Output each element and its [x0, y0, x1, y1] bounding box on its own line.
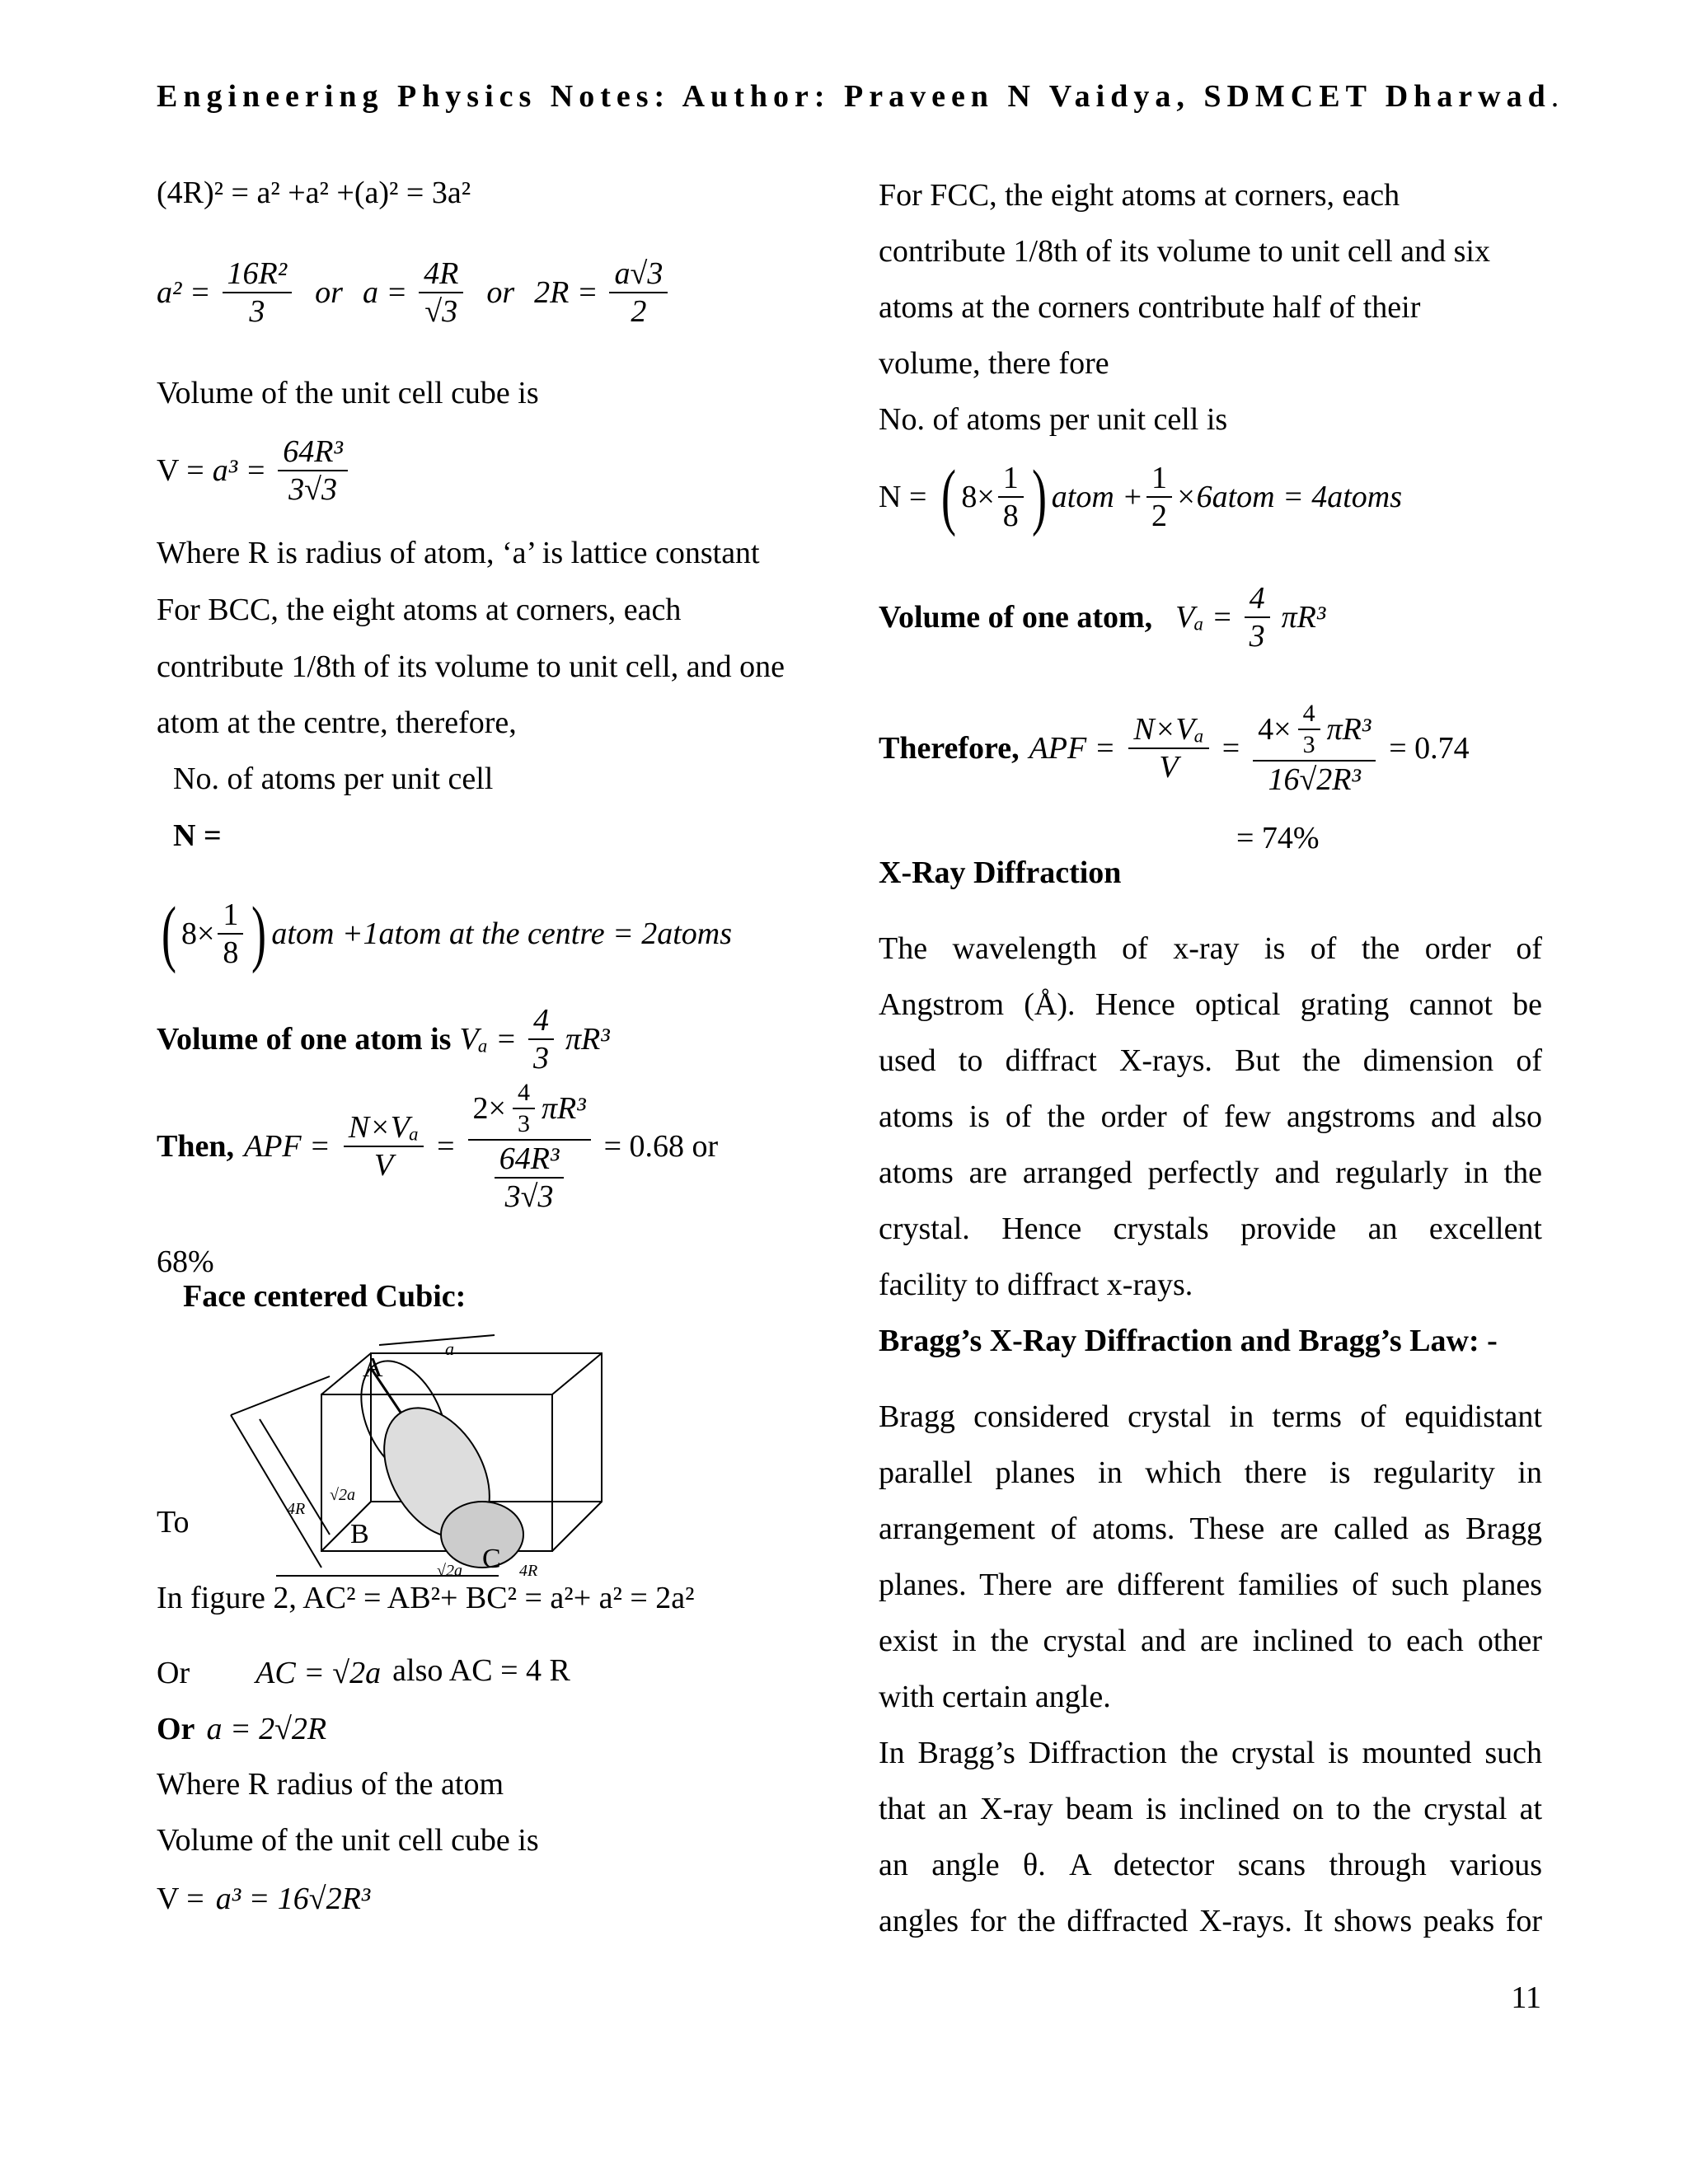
bcc-text-3: atom at the centre, therefore,: [157, 705, 517, 740]
fcc-text-1: For FCC, the eight atoms at corners, each: [879, 178, 1400, 213]
xray-line: atoms is of the order of few angstroms and also: [879, 1099, 1542, 1134]
in-figure-text: In figure 2, AC² = AB²+ BC² = a²+ a² = 2a²: [157, 1581, 695, 1615]
fcc-title: Face centered Cubic:: [183, 1279, 467, 1314]
xray-title: X-Ray Diffraction: [879, 855, 1122, 890]
bragg-title: Bragg’s X-Ray Diffraction and Bragg’s Law: -: [879, 1324, 1498, 1358]
fcc-percent: = 74%: [1236, 821, 1320, 855]
xray-line: used to diffract X-rays. But the dimension of: [879, 1043, 1542, 1078]
fcc-diagram: [198, 1329, 626, 1584]
fig-label-a: A: [363, 1352, 383, 1383]
volume-label: Volume of the unit cell cube is: [157, 376, 539, 410]
bcc-volume-of-atom: Volume of one atom is Vₐ = $\frac{4}{3}$ πR³: [157, 1003, 610, 1076]
atoms-per-cell-label: No. of atoms per unit cell: [173, 762, 494, 796]
equation-a-squared: a² = $\frac{\text{16R²}}{3}$ or a = $\frac{4R}{√3}$ or 2R = $\frac{a√3}{2}$: [157, 257, 671, 328]
fcc-volume-of-atom: Volume of one atom, Vₐ = $\frac{4}{3}$ πR³: [879, 581, 1326, 654]
fcc-text-2: contribute 1/8th of its volume to unit cell and six: [879, 234, 1490, 269]
bragg-line: parallel planes in which there is regularity in: [879, 1455, 1542, 1490]
equation-4r: (4R)² = a² +a² +(a)² = 3a²: [157, 176, 471, 210]
bragg2-line: that an X-ray beam is inclined on to the crystal at: [879, 1792, 1542, 1826]
fcc-n-equation: N = ( 8× $\frac{1}{8}$ ) atom + $\frac{1}{2}$ ×6atom = 4atoms: [879, 456, 1403, 537]
fcc-text-3: atoms at the corners contribute half of their: [879, 290, 1421, 325]
xray-line: The wavelength of x-ray is of the order of: [879, 931, 1542, 966]
bragg2-line: In Bragg’s Diffraction the crystal is mounted such: [879, 1736, 1542, 1770]
bragg-line: planes. There are different families of such planes: [879, 1568, 1542, 1602]
fig-label-lattice: a: [445, 1338, 454, 1359]
bragg2-line: an angle θ. A detector scans through various: [879, 1848, 1542, 1882]
fig-label-b: B: [350, 1519, 369, 1549]
page-header: Engineering Physics Notes: Author: Praveen N Vaidya, SDMCET Dharwad.: [157, 79, 1565, 114]
n-label: N =: [173, 818, 222, 853]
xray-line: Angstrom (Å). Hence optical grating cannot be: [879, 987, 1542, 1022]
fcc-text-4: volume, there fore: [879, 346, 1109, 381]
fcc-apf-equation: Therefore, APF = $\frac{\text{N×Vₐ}}{V}$ = 4× $\frac{4}{3}$ πR³ 16√2R³ = 0.74: [879, 700, 1470, 797]
bragg-line: exist in the crystal and are inclined to each other: [879, 1624, 1542, 1658]
bragg-line: arrangement of atoms. These are called as Bragg: [879, 1511, 1542, 1546]
bcc-apf-equation: Then, APF = $\frac{\text{N×Vₐ}}{V}$ = 2× $\frac{4}{3}$ πR³ $\frac{\text{64R³}}{3√3}$ = 0.68 or: [157, 1079, 719, 1214]
xray-line-last: facility to diffract x-rays.: [879, 1268, 1193, 1302]
volume-label-2: Volume of the unit cell cube is: [157, 1823, 539, 1858]
fig-label-sqrt2a: √2a: [330, 1486, 355, 1504]
volume-equation-2: V = a³ = 16√2R³: [157, 1882, 371, 1916]
bragg-line: Bragg considered crystal in terms of equidistant: [879, 1399, 1542, 1434]
xray-line: crystal. Hence crystals provide an excellent: [879, 1212, 1542, 1246]
fig-label-4r-bottom: 4R: [519, 1562, 538, 1580]
where-r-text-2: Where R radius of the atom: [157, 1767, 504, 1802]
where-r-text: Where R is radius of atom, ‘a’ is lattice constant: [157, 536, 760, 570]
bcc-n-equation: ( 8× $\frac{1}{8}$ ) atom +1atom at the centre = 2atoms: [161, 893, 732, 974]
bcc-text-1: For BCC, the eight atoms at corners, each: [157, 593, 682, 627]
volume-equation: V = a³ = $\frac{\text{64R³}}{3√3}$: [157, 435, 351, 506]
or-ac-line: Or AC = √2a also AC = 4 R: [157, 1653, 570, 1690]
bcc-text-2: contribute 1/8th of its volume to unit cell, and one: [157, 649, 785, 684]
bragg2-line: angles for the diffracted X-rays. It shows peaks for: [879, 1904, 1542, 1938]
fig-label-sqrt2a-bottom: √2a: [437, 1562, 462, 1580]
fig-label-4r: 4R: [287, 1500, 306, 1518]
fcc-atoms-label: No. of atoms per unit cell is: [879, 402, 1228, 437]
or-a-line: Or a = 2√2R: [157, 1712, 327, 1746]
bragg-line-last: with certain angle.: [879, 1680, 1111, 1714]
page-number: 11: [1511, 1980, 1541, 2015]
xray-line: atoms are arranged perfectly and regularly in the: [879, 1155, 1542, 1190]
to-text: To: [157, 1505, 190, 1540]
fig-label-c: C: [482, 1544, 501, 1574]
bcc-percent: 68%: [157, 1244, 214, 1279]
